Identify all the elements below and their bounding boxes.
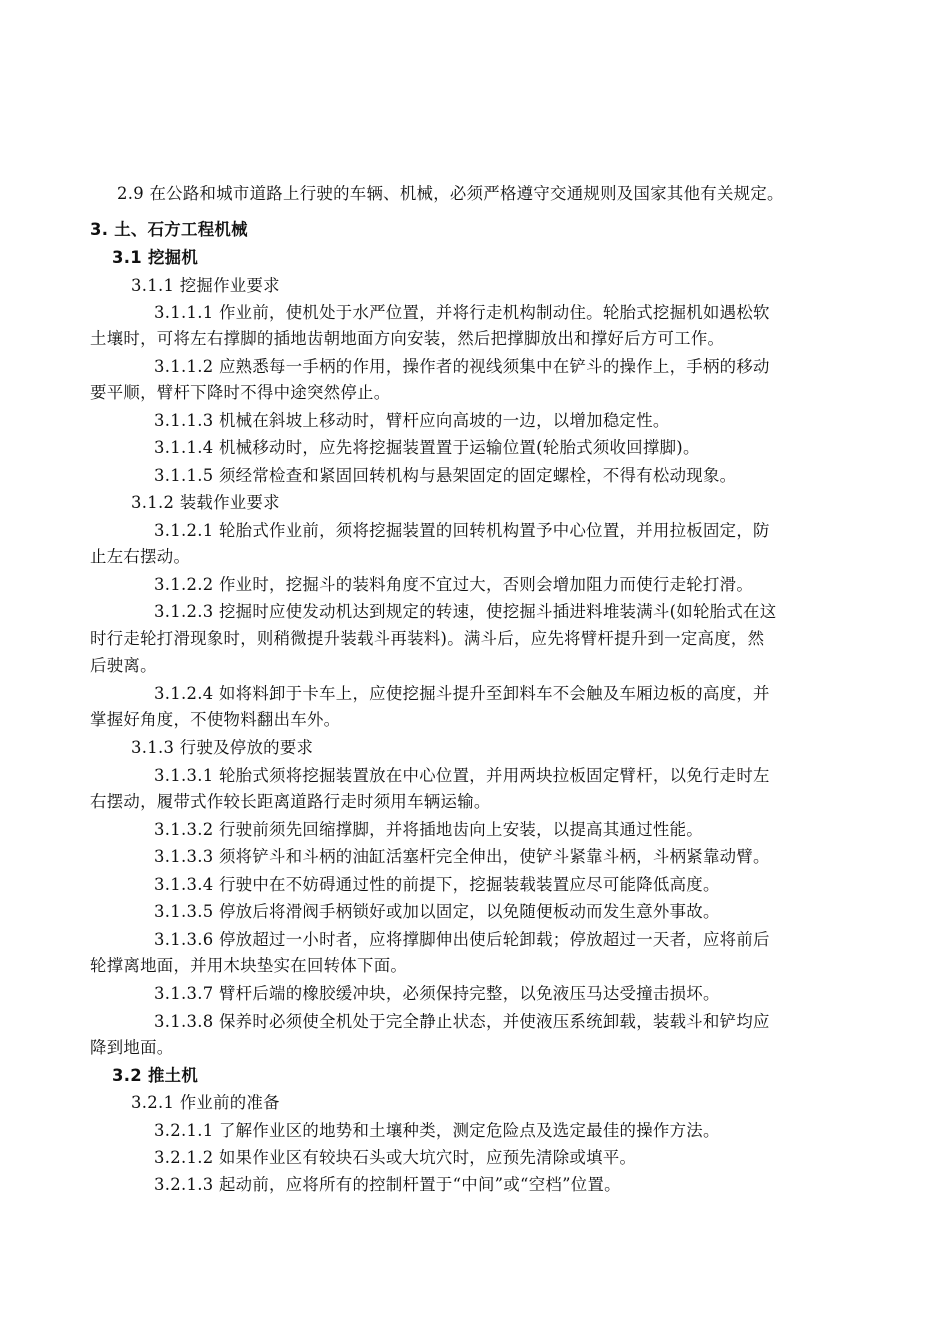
paragraph-3-1-3-6-line-2: 轮撑离地面，并用木块垫实在回转体下面。 [90,956,408,975]
paragraph-3-1-1-1-line-1: 3.1.1.1 作业前，使机处于水严位置，并将行走机构制动住。轮胎式挖掘机如遇松软 [154,303,770,322]
paragraph-3-1-2-3-line-2: 时行走轮打滑现象时，则稍微提升装载斗再装料)。满斗后，应先将臂杆提升到一定高度，然 [90,629,765,648]
paragraph-3-1-3-1-line-1: 3.1.3.1 轮胎式须将挖掘装置放在中心位置，并用两块拉板固定臂杆，以免行走时左 [154,766,770,785]
paragraph-3-1-2-1-line-1: 3.1.2.1 轮胎式作业前，须将挖掘装置的回转机构置予中心位置，并用拉板固定，防 [154,521,770,540]
paragraph-3-2-1-1: 3.2.1.1 了解作业区的地势和土壤种类，测定危险点及选定最佳的操作方法。 [154,1121,720,1140]
section-heading-3-2: 3.2 推土机 [112,1066,199,1085]
paragraph-3-2-1-2: 3.2.1.2 如果作业区有较块石头或大坑穴时，应预先清除或填平。 [154,1148,637,1167]
paragraph-3-1-3-4: 3.1.3.4 行驶中在不妨碍通过性的前提下，挖掘装载装置应尽可能降低高度。 [154,875,720,894]
paragraph-3-1-3-8-line-1: 3.1.3.8 保养时必须使全机处于完全静止状态，并使液压系统卸载，装载斗和铲均应 [154,1012,770,1031]
paragraph-3-1-2-2: 3.1.2.2 作业时，挖掘斗的装料角度不宜过大，否则会增加阻力而使行走轮打滑。 [154,575,754,594]
paragraph-3-1-1-3: 3.1.1.3 机械在斜坡上移动时，臂杆应向高坡的一边，以增加稳定性。 [154,411,670,430]
paragraph-3-1-1-1-line-2: 土壤时，可将左右撑脚的插地齿朝地面方向安装，然后把撑脚放出和撑好后方可工作。 [90,329,725,348]
section-heading-3-1: 3.1 挖掘机 [112,248,199,267]
subsection-heading-3-1-1: 3.1.1 挖掘作业要求 [131,276,280,295]
paragraph-3-1-3-6-line-1: 3.1.3.6 停放超过一小时者，应将撑脚伸出使后轮卸载；停放超过一天者，应将前后 [154,930,770,949]
paragraph-3-1-2-3-line-1: 3.1.2.3 挖掘时应使发动机达到规定的转速，使挖掘斗插进料堆装满斗(如轮胎式在这 [154,602,777,621]
paragraph-3-2-1-3: 3.2.1.3 起动前，应将所有的控制杆置于“中间”或“空档”位置。 [154,1175,621,1194]
paragraph-3-1-3-5: 3.1.3.5 停放后将滑阀手柄锁好或加以固定，以免随便板动而发生意外事故。 [154,902,720,921]
paragraph-3-1-3-1-line-2: 右摆动，履带式作较长距离道路行走时须用车辆运输。 [90,792,491,811]
paragraph-3-1-3-7: 3.1.3.7 臂杆后端的橡胶缓冲块，必须保持完整，以免液压马达受撞击损坏。 [154,984,720,1003]
paragraph-3-1-1-2-line-2: 要平顺，臂杆下降时不得中途突然停止。 [90,383,391,402]
paragraph-2-9: 2.9 在公路和城市道路上行驶的车辆、机械，必须严格遵守交通规则及国家其他有关规定。 [117,184,784,203]
paragraph-3-1-3-3: 3.1.3.3 须将铲斗和斗柄的油缸活塞杆完全伸出，使铲斗紧靠斗柄，斗柄紧靠动臂。 [154,847,770,866]
paragraph-3-1-1-5: 3.1.1.5 须经常检查和紧固回转机构与悬架固定的固定螺栓，不得有松动现象。 [154,466,737,485]
paragraph-3-1-1-4: 3.1.1.4 机械移动时，应先将挖掘装置置于运输位置(轮胎式须收回撑脚)。 [154,438,700,457]
subsection-heading-3-1-2: 3.1.2 装载作业要求 [131,493,280,512]
paragraph-3-1-2-1-line-2: 止左右摆动。 [90,547,191,566]
paragraph-3-1-2-3-line-3: 后驶离。 [90,656,157,675]
subsection-heading-3-2-1: 3.2.1 作业前的准备 [131,1093,280,1112]
paragraph-3-1-2-4-line-2: 掌握好角度，不使物料翻出车外。 [90,710,341,729]
section-heading-3: 3. 土、石方工程机械 [90,220,248,239]
paragraph-3-1-3-2: 3.1.3.2 行驶前须先回缩撑脚，并将插地齿向上安装，以提高其通过性能。 [154,820,703,839]
paragraph-3-1-3-8-line-2: 降到地面。 [90,1038,174,1057]
subsection-heading-3-1-3: 3.1.3 行驶及停放的要求 [131,738,314,757]
paragraph-3-1-1-2-line-1: 3.1.1.2 应熟悉每一手柄的作用，操作者的视线须集中在铲斗的操作上，手柄的移动 [154,357,770,376]
paragraph-3-1-2-4-line-1: 3.1.2.4 如将料卸于卡车上，应使挖掘斗提升至卸料车不会触及车厢边板的高度，并 [154,684,770,703]
